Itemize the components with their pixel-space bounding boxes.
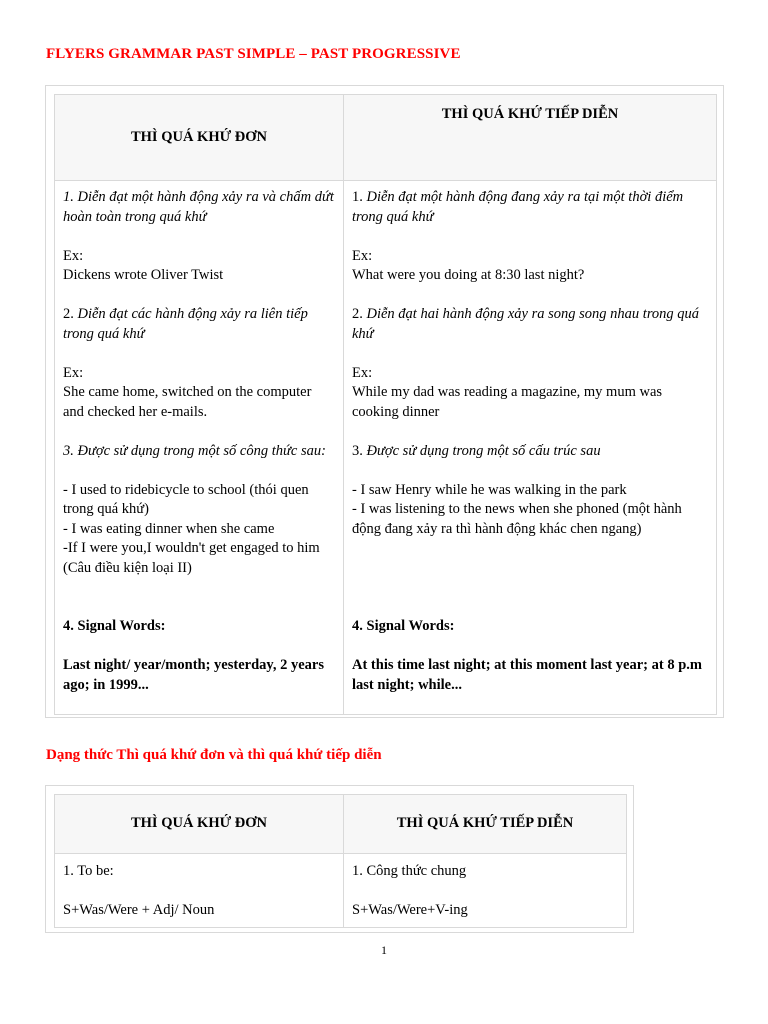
section-heading: Dạng thức Thì quá khứ đơn và thì quá khứ tiếp diễn	[46, 747, 382, 763]
past-progressive-cell	[344, 181, 717, 715]
usage-2: 2. Diễn đạt hai hành động xảy ra song song nhau trong quá khứ	[352, 306, 700, 342]
example-1: What were you doing at 8:30 last night?	[352, 267, 585, 283]
list-item: - I used to ridebicycle to school (thói quen trong quá khứ)	[63, 481, 309, 517]
comparison-table-frame	[45, 85, 724, 718]
header-past-progressive: THÌ QUÁ KHỨ TIẾP DIỄN	[344, 95, 717, 181]
list-item: - I saw Henry while he was walking in the park	[352, 481, 627, 498]
form-table-frame	[45, 785, 634, 933]
page-number: 1	[381, 943, 387, 957]
past-simple-cell	[55, 181, 344, 715]
signal-words: Last night/ year/month; yesterday, 2 years ago; in 1999...	[63, 657, 324, 693]
form-table	[54, 794, 627, 928]
signal-words: At this time last night; at this moment last year; at 8 p.m last night; while...	[352, 657, 702, 693]
header-past-simple: THÌ QUÁ KHỨ ĐƠN	[55, 95, 344, 181]
example-label: Ex:	[63, 364, 84, 381]
comparison-table	[54, 94, 717, 715]
list-item: - I was eating dinner when she came	[63, 520, 275, 537]
past-progressive-form-cell	[344, 854, 627, 928]
header-past-simple: THÌ QUÁ KHỨ ĐƠN	[55, 795, 344, 854]
header-past-progressive: THÌ QUÁ KHỨ TIẾP DIỄN	[344, 795, 627, 854]
usage-1: 1. Diễn đạt một hành động đang xảy ra tại một thời điểm trong quá khứ	[352, 189, 684, 225]
example-label: Ex:	[352, 247, 373, 264]
example-1: Dickens wrote Oliver Twist	[63, 267, 224, 283]
example-2: She came home, switched on the computer and checked her e-mails.	[63, 384, 312, 420]
document-title: FLYERS GRAMMAR PAST SIMPLE – PAST PROGRESSIVE	[46, 46, 461, 62]
form-formula: S+Was/Were + Adj/ Noun	[63, 902, 215, 918]
example-label: Ex:	[63, 247, 84, 264]
example-2: While my dad was reading a magazine, my mum was cooking dinner	[352, 384, 663, 420]
form-formula: S+Was/Were+V-ing	[352, 902, 468, 918]
list-item: - I was listening to the news when she phoned (một hành động đang xảy ra thì hành động khác chen ngang)	[352, 501, 682, 537]
form-label: 1. Công thức chung	[352, 863, 467, 879]
example-label: Ex:	[352, 364, 373, 381]
signal-words-label: 4. Signal Words:	[352, 618, 455, 634]
past-simple-form-cell	[55, 854, 344, 928]
list-item: -If I were you,I wouldn't get engaged to him (Câu điều kiện loại II)	[63, 540, 320, 576]
usage-3: 3. Được sử dụng trong một số công thức sau:	[63, 442, 326, 459]
usage-3: 3. Được sử dụng trong một số cấu trúc sau	[352, 442, 601, 459]
form-label: 1. To be:	[63, 863, 114, 879]
usage-2: 2. Diễn đạt các hành động xảy ra liên tiếp trong quá khứ	[63, 306, 308, 342]
signal-words-label: 4. Signal Words:	[63, 618, 166, 634]
usage-1: 1. Diễn đạt một hành động xảy ra và chấm dứt hoàn toàn trong quá khứ	[63, 189, 334, 225]
